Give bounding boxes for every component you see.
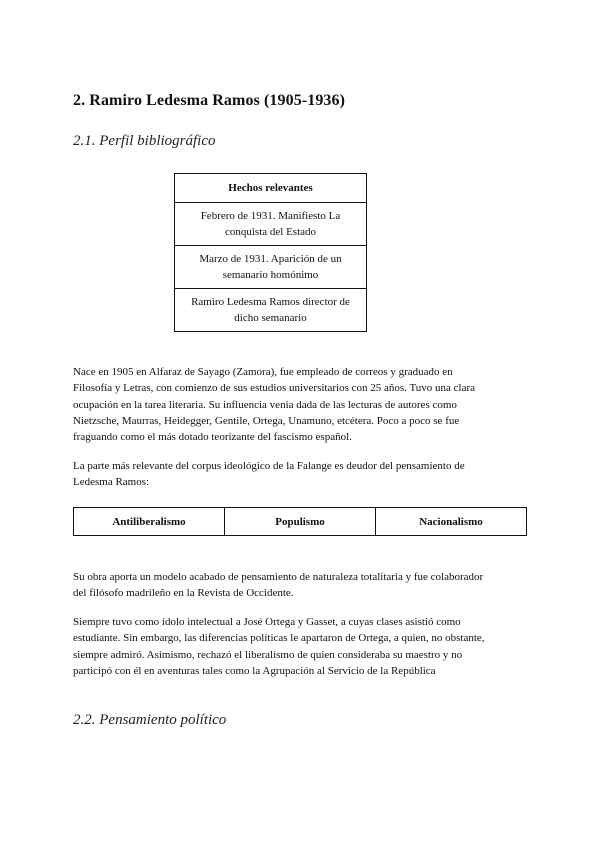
ideology-cell-antiliberalism: Antiliberalismo <box>74 508 225 536</box>
table-row <box>74 508 527 536</box>
facts-table <box>174 173 367 332</box>
facts-table-header-row <box>175 174 367 203</box>
ideology-table <box>73 507 527 536</box>
table-row <box>175 289 367 332</box>
section-heading: 2. Ramiro Ledesma Ramos (1905-1936) <box>73 92 346 109</box>
paragraph-corpus: La parte más relevante del corpus ideológico de la Falange es deudor del pensamiento de Ledesma Ramos: <box>73 460 465 489</box>
paragraph-work: Su obra aporta un modelo acabado de pensamiento de naturaleza totalitaria y fue colaborador del filósofo madrileño en la Revista de Occidente. <box>73 571 484 600</box>
facts-table-cell: Marzo de 1931. Aparición de un semanario homónimo <box>175 246 367 289</box>
facts-table-cell: Ramiro Ledesma Ramos director de dicho semanario <box>175 289 367 332</box>
facts-table-cell: Febrero de 1931. Manifiesto La conquista del Estado <box>175 203 367 246</box>
facts-table-header: Hechos relevantes <box>175 174 367 203</box>
subsection-heading-profile: 2.1. Perfil bibliográfico <box>73 133 216 149</box>
ideology-cell-populism: Populismo <box>225 508 376 536</box>
paragraph-biography: Nace en 1905 en Alfaraz de Sayago (Zamora), fue empleado de correos y graduado en Filosofía y Letras, con comienzo de sus estudios universitarios con 25 años. Tuvo una clara ocupación en la tarea literaria. Su influencia venía dada de las lecturas de autores como Nietzsche, Maurras, Heidegger, Gentile, Ortega, Unamuno, etcétera. Poco a poco se fue fraguando como el más dotado teorizante del fascismo español. <box>73 366 476 444</box>
paragraph-ortega: Siempre tuvo como ídolo intelectual a José Ortega y Gasset, a cuyas clases asistió como estudiante. Sin embargo, las diferencias políticas le apartaron de Ortega, a quien, no obstante, siempre admiró. Asimismo, rechazó el liberalismo de quien consideraba su maestro y no participó con él en aventuras tales como la Agrupación al Servicio de la República <box>73 616 485 677</box>
subsection-heading-political-thought: 2.2. Pensamiento político <box>73 712 227 728</box>
table-row <box>175 246 367 289</box>
ideology-cell-nationalism: Nacionalismo <box>376 508 527 536</box>
table-row <box>175 203 367 246</box>
